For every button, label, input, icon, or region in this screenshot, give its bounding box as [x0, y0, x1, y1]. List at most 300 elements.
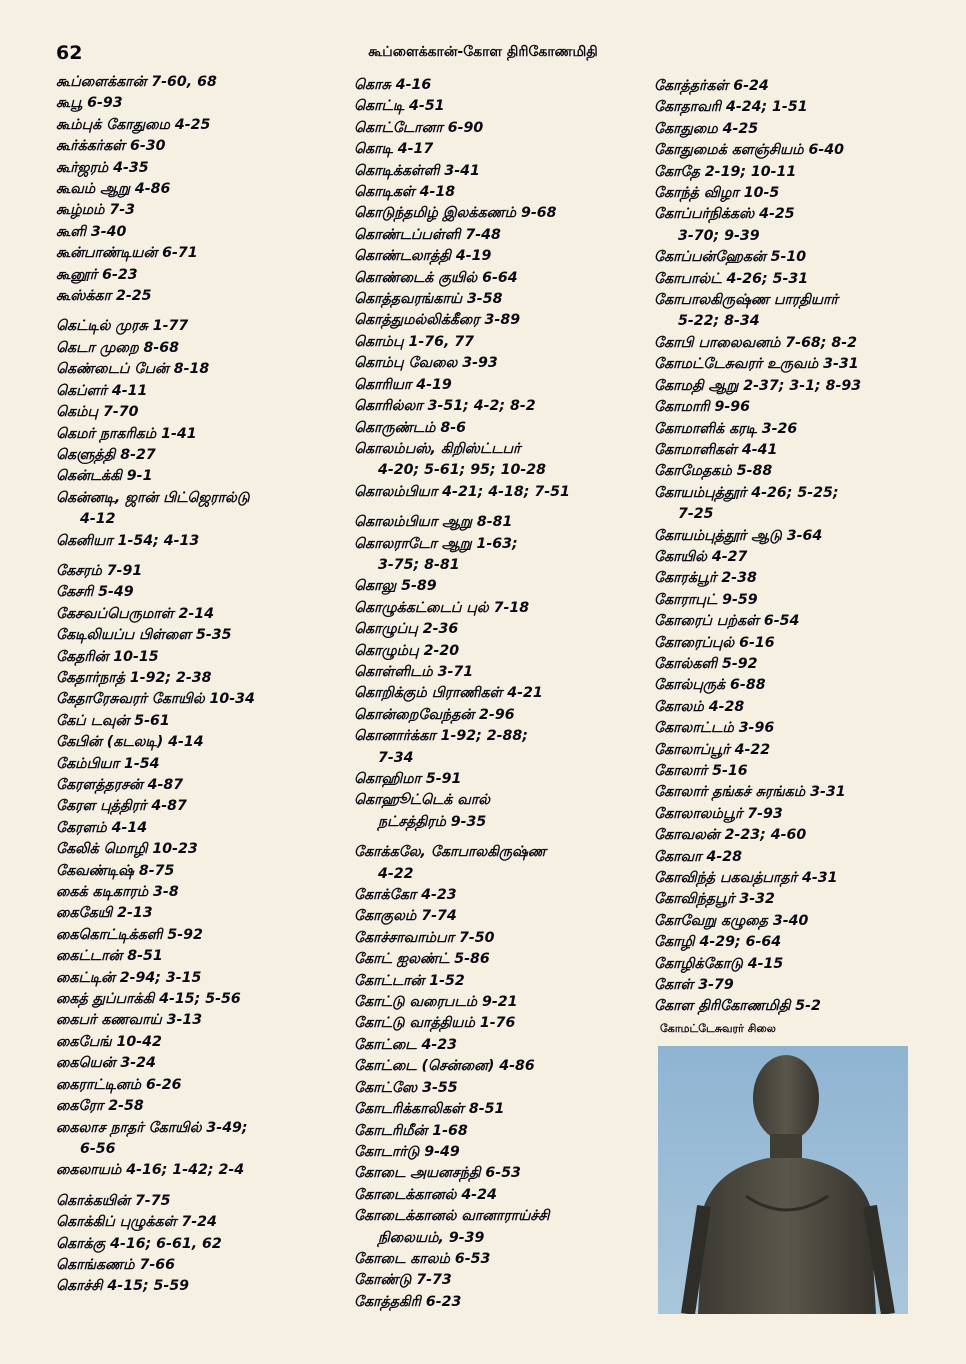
index-entry [56, 818, 346, 839]
page-number: 62 [56, 42, 83, 64]
index-entry [354, 598, 649, 619]
index-entry-line: கோலாப்பூர் 4-22 [654, 741, 771, 758]
index-entry-line: கைராட்டினம் 6-26 [56, 1076, 182, 1093]
index-entry [654, 547, 944, 568]
index-entry-continuation: 5-22; 8-34 [678, 313, 760, 330]
index-entry-line: கூப்ளைக்கான் 7-60, 68 [56, 74, 217, 90]
index-entry [56, 582, 346, 603]
index-entry-line: கைரோ 2-58 [56, 1098, 144, 1115]
index-entry [654, 461, 944, 482]
index-entry [654, 718, 944, 739]
index-entry-continuation: 7-34 [378, 749, 414, 766]
index-entry [354, 1099, 649, 1120]
index-entry-line: கொரியா 4-19 [354, 376, 452, 393]
index-entry-line: கொலராடோ ஆறு 1-63; [354, 535, 518, 552]
index-entry [654, 440, 944, 461]
index-entry-line: கோலாலம்பூர் 7-93 [654, 805, 783, 822]
index-entry [654, 333, 944, 354]
index-entry [56, 488, 346, 531]
index-entry-line: கோல்புருக் 6-88 [654, 677, 766, 694]
index-entry-line: கூர்ஜரம் 4-35 [56, 159, 149, 176]
index-entry [56, 531, 346, 552]
index-entry-line: கோழிக்கோடு 4-15 [654, 955, 784, 972]
index-entry [654, 526, 944, 547]
index-entry-line: கோலார் 5-16 [654, 763, 748, 779]
index-entry [56, 968, 346, 989]
index-entry [56, 115, 346, 136]
index-entry-line: கைக் கடிகாரம் 3-8 [56, 884, 179, 901]
index-entry [56, 1032, 346, 1053]
index-entry-line: கொலம்பியா ஆறு 8-81 [354, 514, 513, 531]
index-column-3 [654, 76, 944, 1018]
index-entry [56, 861, 346, 882]
index-entry [354, 906, 649, 927]
index-entry [56, 466, 346, 487]
index-entry [354, 310, 649, 331]
index-entry-line: கூவம் ஆறு 4-86 [56, 181, 171, 198]
index-entry [354, 396, 649, 417]
index-entry [56, 903, 346, 924]
index-entry-line: கோடை அயனசந்தி 6-53 [354, 1165, 521, 1182]
index-entry-line: கோப்பர்நிக்கஸ் 4-25 [654, 206, 795, 223]
index-entry-line: கோவேறு கழுதை 3-40 [654, 912, 809, 929]
index-entry [654, 847, 944, 868]
index-entry [354, 1292, 649, 1313]
index-entry [354, 1013, 649, 1034]
index-entry [354, 726, 649, 769]
index-entry-line: கொக்கு 4-16; 6-61, 62 [56, 1235, 222, 1252]
index-entry-line: கேப் டவுன் 5-61 [56, 712, 170, 729]
index-entry-line: கேதார்நாத் 1-92; 2-38 [56, 669, 212, 686]
index-entry [354, 118, 649, 139]
index-entry [654, 290, 944, 333]
index-entry [654, 932, 944, 953]
index-entry [354, 96, 649, 117]
index-entry [56, 222, 346, 243]
index-entry-line: கைலாயம் 4-16; 1-42; 2-4 [56, 1162, 245, 1179]
index-entry-line: கோரைப் பற்கள் 6-54 [654, 613, 800, 630]
index-entry [56, 200, 346, 221]
index-entry-line: கோபாலகிருஷ்ண பாரதியார் [654, 292, 838, 309]
index-entry [354, 619, 649, 640]
index-entry [654, 868, 944, 889]
index-entry [354, 482, 649, 503]
index-entry-line: கோதுமைக் களஞ்சியம் 6-40 [654, 142, 844, 159]
index-entry [654, 740, 944, 761]
index-entry-line: கோலம் 4-28 [654, 698, 745, 715]
index-entry-line: கேம்பியா 1-54 [56, 755, 160, 772]
index-entry-line: கொக்கயின் 7-75 [56, 1192, 171, 1209]
index-entry-line: கெமர் நாகரிகம் 1-41 [56, 425, 197, 442]
index-entry-continuation: நிலையம், 9-39 [378, 1229, 485, 1246]
index-entry [654, 162, 944, 183]
index-entry-line: கோமட்டேசுவரர் உருவம் 3-31 [654, 356, 859, 373]
index-entry-line: கூம்புக் கோதுமை 4-25 [56, 116, 211, 133]
index-entry-line: கூழ்மம் 7-3 [56, 202, 136, 219]
index-entry-line: கோட்டை 4-23 [354, 1036, 458, 1053]
index-entry [654, 633, 944, 654]
index-entry [654, 419, 944, 440]
index-entry-line: கூர்க்கர்கள் 6-30 [56, 138, 166, 155]
index-entry [56, 1255, 346, 1276]
index-entry [654, 119, 944, 140]
index-entry-line: கோவிந்தபூர் 3-32 [654, 891, 775, 908]
index-entry [56, 243, 346, 264]
index-entry [354, 769, 649, 790]
index-entry-line: கேசவப்பெருமாள் 2-14 [56, 605, 214, 622]
index-entry-line: கெனியா 1-54; 4-13 [56, 532, 200, 549]
index-entry [654, 568, 944, 589]
index-entry-line: கெடா முறை 8-68 [56, 339, 180, 356]
index-entry [56, 286, 346, 307]
index-entry [56, 1234, 346, 1255]
index-entry-line: கேரளம் 4-14 [56, 819, 148, 836]
index-entry-line: கொள்ளிடம் 3-71 [354, 663, 474, 680]
index-entry-line: கோடை காலம் 6-53 [354, 1250, 491, 1267]
index-entry [56, 604, 346, 625]
index-entry-line: கோப்பன்ஹேகன் 5-10 [654, 249, 807, 266]
index-entry-line: கெம்பு 7-70 [56, 404, 139, 421]
index-entry-line: கொடிகள் 4-18 [354, 184, 456, 201]
index-entry [654, 204, 944, 247]
index-entry [354, 512, 649, 533]
index-entry [654, 975, 944, 996]
index-entry-line: கூளி 3-40 [56, 223, 127, 240]
index-entry [654, 804, 944, 825]
index-entry-line: கோயில் 4-27 [654, 548, 748, 565]
index-entry [56, 445, 346, 466]
index-entry-line: கைத் துப்பாக்கி 4-15; 5-56 [56, 991, 241, 1008]
index-entry-line: கோதுமை 4-25 [654, 120, 759, 137]
index-entry [56, 72, 346, 93]
index-entry-continuation: 7-25 [678, 506, 714, 523]
index-entry [354, 161, 649, 182]
index-entry [354, 1121, 649, 1142]
index-entry [654, 483, 944, 526]
index-entry [354, 790, 649, 833]
index-entry-line: கோத்தர்கள் 6-24 [654, 78, 769, 94]
index-entry [654, 76, 944, 97]
index-entry [56, 711, 346, 732]
index-entry [354, 992, 649, 1013]
index-entry [354, 246, 649, 267]
index-entry-line: கோண்டு 7-73 [354, 1272, 452, 1289]
index-entry [354, 139, 649, 160]
index-entry [354, 1163, 649, 1184]
index-entry [654, 675, 944, 696]
index-entry [354, 1078, 649, 1099]
index-entry [354, 1206, 649, 1249]
index-entry-line: கொசு 4-16 [354, 77, 432, 93]
index-entry-line: கொஹிமா 5-91 [354, 771, 462, 787]
index-entry [654, 183, 944, 204]
index-entry [654, 397, 944, 418]
index-entry [56, 359, 346, 380]
index-entry-line: கோவிந்த் பகவத்பாதர் 4-31 [654, 870, 838, 887]
index-entry-line: கேரள புத்திரர் 4-87 [56, 798, 187, 815]
index-entry [354, 203, 649, 224]
index-entry [354, 885, 649, 906]
index-entry-continuation: 6-56 [80, 1140, 116, 1157]
index-entry-line: கோமாளிக் கரடி 3-26 [654, 420, 798, 437]
index-entry [56, 316, 346, 337]
index-entry-line: கொட்டி 4-51 [354, 98, 445, 115]
index-entry [56, 1118, 346, 1161]
index-entry-line: கோதாவரி 4-24; 1-51 [654, 99, 808, 116]
index-entry-line: கோடைக்கானல் வானாராய்ச்சி [354, 1208, 550, 1225]
index-entry [56, 1212, 346, 1233]
index-entry [654, 825, 944, 846]
index-entry-line: கொட்டோனா 6-90 [354, 119, 484, 136]
index-entry [56, 561, 346, 582]
index-entry [654, 140, 944, 161]
index-entry-line: கொம்பு வேலை 3-93 [354, 355, 498, 372]
index-entry [354, 268, 649, 289]
index-entry-line: கெட்டில் முரசு 1-77 [56, 318, 189, 335]
index-entry-line: கூனூர் 6-23 [56, 266, 138, 283]
index-entry-line: கேதாரேசுவரர் கோயில் 10-34 [56, 691, 255, 708]
index-entry-line: கொண்டப்பள்ளி 7-48 [354, 226, 501, 243]
index-entry-line: கோகுலம் 7-74 [354, 908, 457, 925]
index-entry [654, 697, 944, 718]
index-entry-line: கொக்கிப் புழுக்கள் 7-24 [56, 1214, 217, 1231]
index-entry-line: கோமாளிகள் 4-41 [654, 441, 778, 458]
index-entry [354, 971, 649, 992]
index-entry [56, 925, 346, 946]
index-entry-line: கைகேயி 2-13 [56, 905, 153, 922]
index-entry [654, 889, 944, 910]
index-entry-line: கோவலன் 2-23; 4-60 [654, 827, 807, 844]
index-entry-line: கோயம்புத்தூர் 4-26; 5-25; [654, 484, 839, 501]
index-entry-line: கோமேதகம் 5-88 [654, 463, 773, 480]
index-entry [354, 375, 649, 396]
index-entry [354, 534, 649, 577]
index-entry [354, 928, 649, 949]
index-entry-line: கோட்ஸே 3-55 [354, 1079, 458, 1096]
index-entry [354, 1035, 649, 1056]
index-entry-line: கெப்ளர் 4-11 [56, 382, 148, 399]
index-entry [354, 1142, 649, 1163]
index-entry [56, 158, 346, 179]
index-entry-line: கேசரி 5-49 [56, 584, 134, 601]
index-entry-line: கோள் 3-79 [654, 977, 734, 994]
index-entry [354, 439, 649, 482]
index-entry [354, 1056, 649, 1077]
index-entry-continuation: 3-75; 8-81 [378, 556, 460, 573]
index-entry-line: கோட் ஐலண்ட் 5-86 [354, 951, 490, 968]
index-entry-line: கைபேங் 10-42 [56, 1033, 162, 1050]
index-entry-line: கொன்றைவேந்தன் 2-96 [354, 706, 515, 723]
figure-caption: கோமட்டேசுவரர் சிலை [660, 1022, 776, 1035]
index-entry [56, 1096, 346, 1117]
index-entry-line: கேலிக் மொழி 10-23 [56, 841, 198, 858]
index-entry [354, 1185, 649, 1206]
index-entry-line: கோவா 4-28 [654, 848, 742, 865]
index-entry-line: கோந்த் விழா 10-5 [654, 185, 780, 202]
index-entry-line: கொழும்பு 2-20 [354, 642, 460, 659]
index-entry-line: கோச்சாவாம்பா 7-50 [354, 929, 495, 946]
index-entry-line: கோட்டை (சென்னை) 4-86 [354, 1058, 535, 1075]
index-entry-line: கோக்கலே, கோபாலகிருஷ்ண [354, 844, 546, 861]
index-entry [354, 949, 649, 970]
index-entry [654, 654, 944, 675]
index-entry [354, 289, 649, 310]
index-entry-continuation: 4-22 [378, 865, 414, 882]
index-entry-line: கோபி பாலைவனம் 7-68; 8-2 [654, 334, 858, 351]
index-entry-line: கோயம்புத்தூர் ஆடு 3-64 [654, 527, 823, 544]
index-entry-line: கொத்தவரங்காய் 3-58 [354, 291, 503, 308]
index-entry-line: கோட்டு வரைபடம் 9-21 [354, 994, 518, 1011]
index-column-2 [354, 75, 649, 1313]
index-entry [56, 839, 346, 860]
index-entry-line: கொறிக்கும் பிராணிகள் 4-21 [354, 685, 543, 702]
index-entry-line: கொண்டலாத்தி 4-19 [354, 248, 492, 265]
index-entry-line: கோரக்பூர் 2-38 [654, 570, 757, 587]
index-entry-line: கோலார் தங்கச் சுரங்கம் 3-31 [654, 784, 846, 801]
index-entry-continuation: 4-20; 5-61; 95; 10-28 [378, 462, 546, 479]
index-entry-line: கோடைக்கானல் 4-24 [354, 1186, 497, 1203]
index-column-1 [56, 72, 346, 1298]
index-entry [354, 842, 649, 885]
index-entry-line: கென்டக்கி 9-1 [56, 468, 153, 485]
index-entry-line: கொலம்பியா 4-21; 4-18; 7-51 [354, 483, 570, 500]
index-entry [354, 225, 649, 246]
index-entry-line: கொடிக்கள்ளி 3-41 [354, 162, 480, 179]
index-entry-line: கோரைப்புல் 6-16 [654, 634, 775, 651]
index-entry [354, 683, 649, 704]
index-entry-continuation: 3-70; 9-39 [678, 227, 760, 244]
index-entry-line: கோலாட்டம் 3-96 [654, 720, 775, 737]
index-entry [56, 402, 346, 423]
index-entry [354, 418, 649, 439]
index-entry-line: கொருண்டம் 8-6 [354, 419, 467, 436]
index-entry [56, 689, 346, 710]
index-entry-line: கோட்டு வாத்தியம் 1-76 [354, 1015, 516, 1032]
index-entry [654, 590, 944, 611]
index-entry [56, 1160, 346, 1181]
index-entry [56, 647, 346, 668]
index-entry [56, 775, 346, 796]
index-entry-line: கைலாச நாதர் கோயில் 3-49; [56, 1119, 248, 1136]
index-entry-line: கொரில்லா 3-51; 4-2; 8-2 [354, 398, 536, 415]
index-entry [56, 989, 346, 1010]
index-entry [56, 1053, 346, 1074]
index-entry-line: கேரளத்தரசன் 4-87 [56, 777, 184, 793]
index-entry-line: கொலு 5-89 [354, 578, 437, 595]
index-entry [56, 796, 346, 817]
index-entry-continuation: நட்சத்திரம் 9-35 [378, 813, 487, 830]
index-entry [56, 882, 346, 903]
index-entry [654, 269, 944, 290]
index-entry [56, 1276, 346, 1297]
index-entry [56, 265, 346, 286]
index-entry-line: கெளுத்தி 8-27 [56, 446, 156, 463]
index-entry-line: கோத்தகிரி 6-23 [354, 1293, 462, 1310]
index-entry [354, 332, 649, 353]
index-entry-line: கைபர் கணவாய் 3-13 [56, 1012, 203, 1029]
index-entry [354, 576, 649, 597]
index-entry-line: கைகொட்டிக்களி 5-92 [56, 926, 203, 943]
index-entry [56, 424, 346, 445]
index-entry-continuation: 4-12 [80, 511, 116, 528]
index-entry-line: கைட்டின் 2-94; 3-15 [56, 969, 202, 986]
index-entry [56, 668, 346, 689]
index-entry [654, 911, 944, 932]
index-entry [654, 761, 944, 782]
running-head: கூப்ளைக்கான்-கோள திரிகோணமிதி [368, 44, 598, 60]
index-entry [354, 1270, 649, 1291]
index-entry [56, 1191, 346, 1212]
index-entry-line: கூபூ 6-93 [56, 95, 123, 112]
index-entry-line: கொச்சி 4-15; 5-59 [56, 1278, 190, 1295]
index-entry-line: கென்னடி, ஜான் பிட்ஜெரால்டு [56, 489, 250, 506]
index-entry-line: கூஸ்க்கா 2-25 [56, 288, 152, 305]
index-entry-line: கொடி 4-17 [354, 141, 434, 158]
index-entry [654, 782, 944, 803]
index-entry-line: கூன்பாண்டியன் 6-71 [56, 245, 198, 262]
index-entry [56, 732, 346, 753]
index-entry-line: கோமாரி 9-96 [654, 399, 751, 416]
index-entry [654, 97, 944, 118]
index-entry-line: கோழி 4-29; 6-64 [654, 934, 782, 951]
index-entry-line: கோள திரிகோணமிதி 5-2 [654, 998, 821, 1015]
index-entry-line: கொத்துமல்லிக்கீரை 3-89 [354, 312, 521, 329]
index-entry-line: கேடிலியப்ப பிள்ளை 5-35 [56, 627, 232, 644]
index-entry-line: கையென் 3-24 [56, 1055, 156, 1072]
index-entry-line: கொலம்பஸ், கிறிஸ்ட்டபர் [354, 440, 521, 457]
index-entry-line: கேசரம் 7-91 [56, 562, 143, 579]
index-entry [56, 338, 346, 359]
index-entry [654, 354, 944, 375]
index-entry-line: கேவண்டிஷ் 8-75 [56, 862, 175, 879]
index-entry-line: கோபால்ட் 4-26; 5-31 [654, 270, 809, 287]
index-entry [56, 381, 346, 402]
index-entry [654, 996, 944, 1017]
index-entry [354, 182, 649, 203]
index-entry-line: கோதே 2-19; 10-11 [654, 163, 797, 180]
index-entry [654, 954, 944, 975]
index-entry [56, 179, 346, 200]
index-entry-line: கோராபுட் 9-59 [654, 591, 758, 608]
index-entry-line: கோமதி ஆறு 2-37; 3-1; 8-93 [654, 377, 862, 394]
index-entry-line: கெண்டைப் பேன் 8-18 [56, 361, 210, 378]
index-entry [354, 75, 649, 96]
index-entry [354, 705, 649, 726]
index-entry [56, 625, 346, 646]
index-entry-line: கொங்கணம் 7-66 [56, 1256, 175, 1273]
index-entry-line: கோக்கோ 4-23 [354, 887, 457, 904]
index-entry-line: கொழுப்பு 2-36 [354, 621, 459, 638]
index-entry [56, 136, 346, 157]
index-entry [354, 641, 649, 662]
index-entry-line: கொடுந்தமிழ் இலக்கணம் 9-68 [354, 205, 557, 222]
index-entry-line: கோல்களி 5-92 [654, 655, 758, 672]
index-entry-line: கேதரின் 10-15 [56, 648, 159, 665]
index-entry-line: கோடரிக்காலிகள் 8-51 [354, 1101, 505, 1118]
index-entry-line: கோடரிமீன் 1-68 [354, 1122, 468, 1139]
index-entry-line: கோட்டான் 1-52 [354, 972, 465, 989]
index-entry [354, 353, 649, 374]
index-entry-line: கொம்பு 1-76, 77 [354, 333, 475, 350]
index-entry [56, 93, 346, 114]
index-entry-line: கொனார்க்கா 1-92; 2-88; [354, 728, 528, 745]
index-entry [654, 376, 944, 397]
index-entry [354, 1249, 649, 1270]
index-entry [354, 662, 649, 683]
index-entry-line: கொஹூட்டெக் வால் [354, 792, 491, 809]
index-entry-line: கொண்டைக் குயில் 6-64 [354, 269, 518, 286]
index-entry [56, 1010, 346, 1031]
